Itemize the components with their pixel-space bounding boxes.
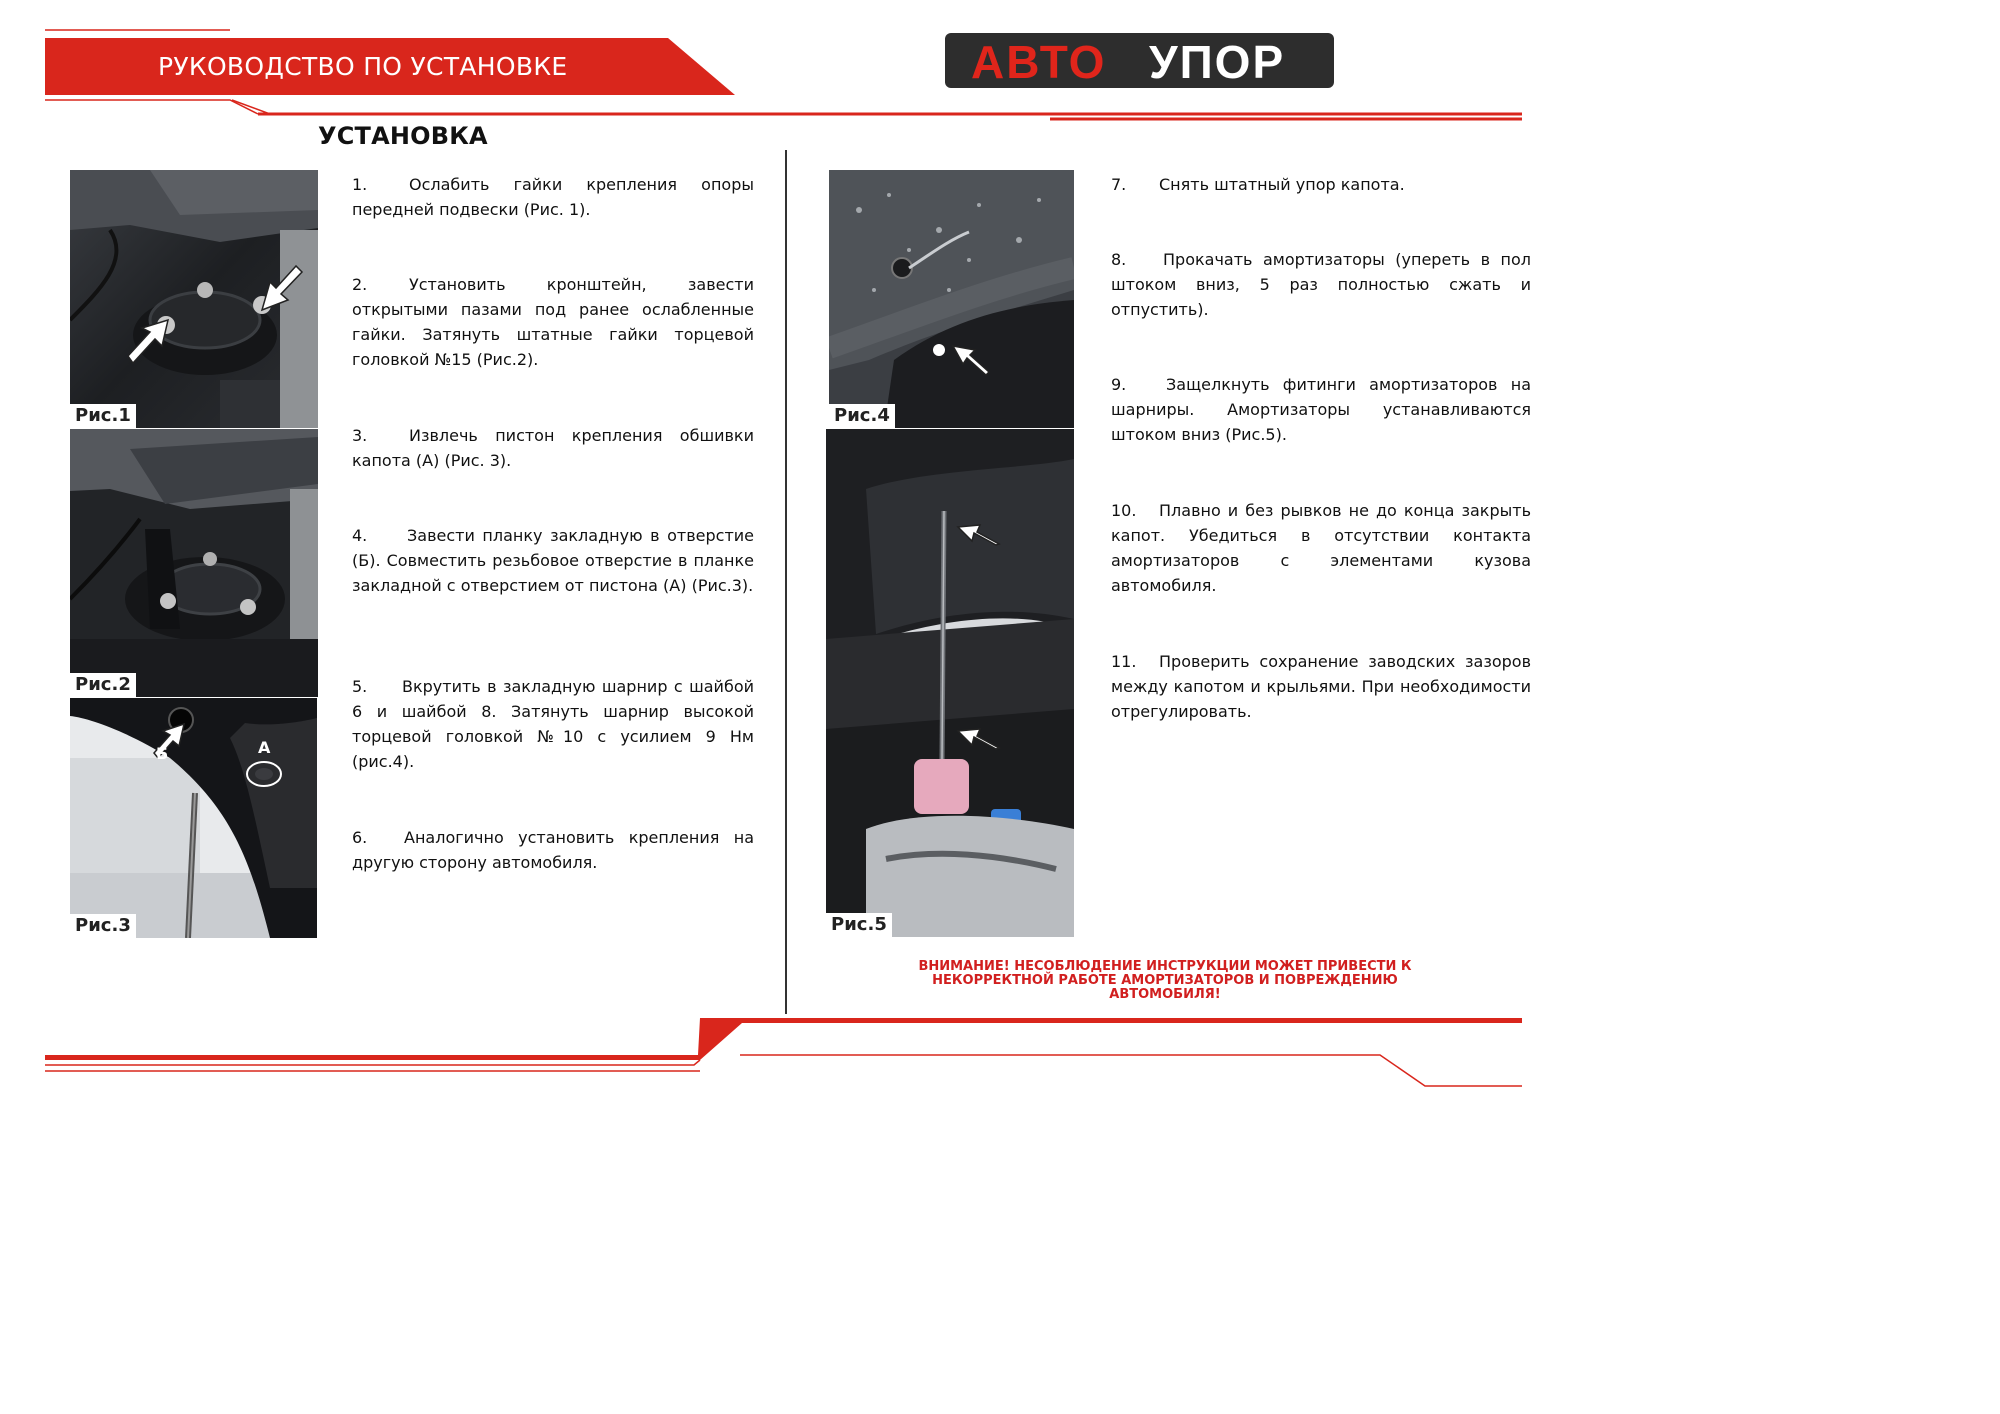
- step-2: [352, 272, 754, 372]
- figure-1-photo: [70, 170, 318, 428]
- logo-part-avto: АВТО: [971, 36, 1107, 88]
- step-text: Вкрутить в закладную шарнир с шайбой 6 и шайбой 8. Затянуть шарнир высокой торцевой головкой №10 с усилием 9 Нм (рис.4).: [352, 677, 754, 771]
- header-banner-title: РУКОВОДСТВО ПО УСТАНОВКЕ: [158, 52, 568, 81]
- figure-2-photo: [70, 429, 318, 697]
- step-text: Установить кронштейн, завести открытыми пазами под ранее ослабленные гайки. Затянуть штатные гайки торцевой головкой №15 (Рис.2).: [352, 275, 754, 369]
- figure-2-label: Рис.2: [70, 673, 136, 697]
- step-text: Снять штатный упор капота.: [1159, 175, 1405, 194]
- figure-3-photo: [70, 698, 317, 938]
- warning-text: ВНИМАНИЕ! НЕСОБЛЮДЕНИЕ ИНСТРУКЦИИ МОЖЕТ ПРИВЕСТИ К НЕКОРРЕКТНОЙ РАБОТЕ АМОРТИЗАТОРОВ И ПОВРЕЖДЕНИЮ АВТОМОБИЛЯ!: [918, 959, 1412, 1002]
- step-number: 7.: [1111, 175, 1127, 194]
- step-number: 4.: [352, 526, 368, 545]
- column-divider: [785, 150, 787, 1014]
- brand-logo: [945, 33, 1334, 88]
- step-text: Аналогично установить крепления на другую сторону автомобиля.: [352, 828, 754, 872]
- step-11: [1111, 649, 1531, 724]
- section-title: УСТАНОВКА: [318, 122, 488, 150]
- step-8: [1111, 247, 1531, 322]
- step-number: 6.: [352, 828, 368, 847]
- step-number: 1.: [352, 175, 368, 194]
- step-number: 11.: [1111, 652, 1137, 671]
- figure-3-label: Рис.3: [70, 914, 136, 938]
- step-number: 8.: [1111, 250, 1127, 269]
- step-number: 10.: [1111, 501, 1137, 520]
- step-number: 9.: [1111, 375, 1127, 394]
- step-text: Извлечь пистон крепления обшивки капота (А) (Рис. 3).: [352, 426, 754, 470]
- step-10: [1111, 498, 1531, 598]
- figure-1-label: Рис.1: [70, 404, 136, 428]
- step-7: [1111, 172, 1531, 197]
- figure-5-label: Рис.5: [826, 913, 892, 937]
- step-1: [352, 172, 754, 222]
- step-6: [352, 825, 754, 875]
- step-5: [352, 674, 754, 774]
- step-text: Плавно и без рывков не до конца закрыть капот. Убедиться в отсутствии контакта амортизаторов с элементами кузова автомобиля.: [1111, 501, 1531, 595]
- step-4: [352, 523, 754, 598]
- figure-5-photo: [826, 429, 1074, 937]
- logo-part-upor: УПОР: [1149, 36, 1286, 88]
- step-text: Защелкнуть фитинги амортизаторов на шарниры. Амортизаторы устанавливаются штоком вниз (Рис.5).: [1111, 375, 1531, 444]
- step-number: 3.: [352, 426, 368, 445]
- step-text: Проверить сохранение заводских зазоров между капотом и крыльями. При необходимости отрегулировать.: [1111, 652, 1531, 721]
- step-text: Завести планку закладную в отверстие (Б). Совместить резьбовое отверстие в планке закладной с отверстием от пистона (А) (Рис.3).: [352, 526, 754, 595]
- step-text: Ослабить гайки крепления опоры передней подвески (Рис. 1).: [352, 175, 754, 219]
- marker-b: Б: [156, 744, 169, 763]
- step-text: Прокачать амортизаторы (упереть в пол штоком вниз, 5 раз полностью сжать и отпустить).: [1111, 250, 1531, 319]
- figure-4-label: Рис.4: [829, 404, 895, 428]
- figure-4-photo: [829, 170, 1074, 428]
- step-9: [1111, 372, 1531, 447]
- footer-decoration: [0, 1010, 1559, 1102]
- step-3: [352, 423, 754, 473]
- step-number: 5.: [352, 677, 368, 696]
- marker-a: А: [258, 738, 271, 757]
- step-number: 2.: [352, 275, 368, 294]
